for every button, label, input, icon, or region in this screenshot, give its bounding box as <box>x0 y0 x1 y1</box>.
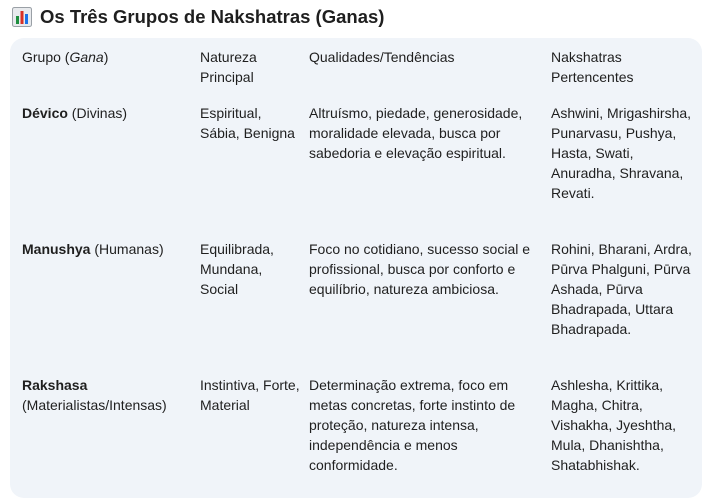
group-desc: (Humanas) <box>90 241 164 257</box>
page-title <box>12 6 384 28</box>
header-grupo-prefix: Grupo ( <box>22 49 70 65</box>
row-rakshasa-natureza: Instintiva, Forte, Material <box>200 377 300 413</box>
header-qualidades: Qualidades/Tendências <box>309 49 455 65</box>
row-devico-group <box>22 103 192 123</box>
row-manushya-group <box>22 239 192 259</box>
row-manushya-natureza: Equilibrada, Mundana, Social <box>200 241 274 297</box>
row-manushya-qualidades: Foco no cotidiano, sucesso social e profissional, busca por conforto e equilíbrio, natureza ambiciosa. <box>309 241 531 297</box>
row-devico-natureza: Espiritual, Sábia, Benigna <box>200 105 295 141</box>
group-name: Dévico <box>22 105 68 121</box>
group-desc: (Divinas) <box>67 105 128 121</box>
header-nakshatras: Nakshatras Pertencentes <box>551 49 634 85</box>
row-manushya-nakshatras: Rohini, Bharani, Ardra, Pūrva Phalguni, Pūrva Ashada, Pūrva Bhadrapada, Uttara Bhadrapada. <box>551 241 692 337</box>
row-devico-qualidades: Altruísmo, piedade, generosidade, moralidade elevada, busca por sabedoria e elevação espiritual. <box>309 105 523 161</box>
bar-chart-icon <box>12 7 32 27</box>
header-grupo <box>22 47 192 67</box>
row-devico-nakshatras: Ashwini, Mrigashirsha, Punarvasu, Pushya, Hasta, Swati, Anuradha, Shravana, Revati. <box>551 105 692 201</box>
group-desc: (Materialistas/Intensas) <box>22 397 167 413</box>
group-name: Manushya <box>22 241 91 257</box>
header-grupo-suffix: ) <box>103 49 109 65</box>
header-natureza: Natureza Principal <box>200 49 257 85</box>
header-grupo-italic: Gana <box>69 49 104 65</box>
group-name: Rakshasa <box>22 377 88 393</box>
row-rakshasa-nakshatras: Ashlesha, Krittika, Magha, Chitra, Vishakha, Jyeshtha, Mula, Dhanishtha, Shatabhishak. <box>551 377 677 473</box>
row-rakshasa-group <box>22 375 192 415</box>
row-rakshasa-qualidades: Determinação extrema, foco em metas concretas, forte instinto de proteção, natureza intensa, independência e menos conformidade. <box>309 377 516 473</box>
page-title-text: Os Três Grupos de Nakshatras (Ganas) <box>40 6 385 27</box>
